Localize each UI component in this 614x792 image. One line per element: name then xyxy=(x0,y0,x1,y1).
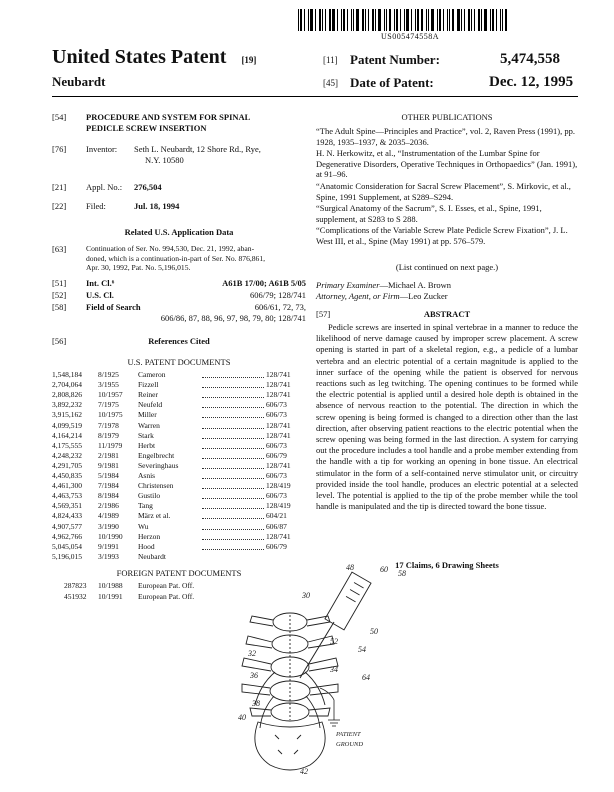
us-doc-inventor: Neubardt xyxy=(138,551,166,561)
figure-label: 48 xyxy=(346,563,354,572)
barcode-bar xyxy=(329,9,331,31)
barcode-bar xyxy=(362,9,364,31)
tool-handle xyxy=(325,572,371,630)
us-doc-inventor: Cameron xyxy=(138,370,166,379)
barcode-bar xyxy=(411,9,412,31)
uscl-value: 606/79; 128/741 xyxy=(250,290,306,300)
patent-number-label: Patent Number: xyxy=(350,52,440,67)
figure-label: 36 xyxy=(250,671,258,680)
filed-label: Filed: xyxy=(86,201,106,211)
figure-label: 40 xyxy=(238,713,246,722)
us-doc-class: 128/741 xyxy=(266,460,291,470)
us-doc-row xyxy=(52,511,302,521)
figure-label: 34 xyxy=(330,665,338,674)
us-doc-class: 606/73 xyxy=(266,491,287,501)
barcode-number: US005474558A xyxy=(380,32,439,41)
barcode-bar xyxy=(310,9,313,31)
barcode-bar xyxy=(365,9,366,31)
leader-dots xyxy=(202,491,264,499)
attorney-name: —Leo Zucker xyxy=(399,291,448,301)
attorney xyxy=(316,291,448,302)
figure-label: 32 xyxy=(248,649,256,658)
leader-dots xyxy=(202,441,264,449)
intcl-value xyxy=(222,278,306,289)
us-doc-inventor: Fizzell xyxy=(138,380,159,390)
barcode-bar xyxy=(502,9,503,31)
leader-dots xyxy=(202,501,264,509)
us-doc-inventor: Severinghaus xyxy=(138,460,179,470)
us-doc-row xyxy=(52,431,302,441)
continuation-ref: [63] xyxy=(52,244,67,254)
appl-ref: [21] xyxy=(52,182,67,192)
us-doc-date: 5/1984 xyxy=(98,471,119,480)
us-doc-number: 3,915,162 xyxy=(52,410,82,420)
other-publications xyxy=(316,126,578,248)
figure-label: GROUND xyxy=(336,741,364,748)
invention-title xyxy=(86,112,250,133)
us-doc-date: 9/1991 xyxy=(98,541,119,551)
us-doc-inventor: Gustilo xyxy=(138,491,161,501)
us-doc-inventor: Warren xyxy=(138,420,160,430)
barcode-bar xyxy=(396,9,398,31)
us-doc-inventor: Christensen xyxy=(138,481,174,491)
leader-dots xyxy=(202,421,264,429)
us-doc-class: 606/73 xyxy=(266,471,287,480)
publication-entry: “The Adult Spine—Principles and Practice”, vol. 2, Raven Press (1991), pp. 1928, 1935–1937, & 2035–2036. xyxy=(316,126,575,147)
abstract-heading: ABSTRACT xyxy=(423,309,471,319)
us-doc-date: 10/1957 xyxy=(98,390,123,400)
publication-entry: “Anatomic Consideration for Sacral Screw Placement”, S. Mirkovic, et al., Spine, 1991 Supplement, at S289–S294. xyxy=(316,180,571,202)
us-doc-class: 128/419 xyxy=(266,481,291,491)
date-ref: [45] xyxy=(323,78,338,88)
continuation-line2: doned, which is a continuation-in-part of Ser. No. 876,861, xyxy=(86,253,266,263)
inventor-label: Inventor: xyxy=(86,144,118,154)
leader-dots xyxy=(202,370,264,378)
barcode-bar xyxy=(417,9,419,31)
us-doc-number: 4,463,753 xyxy=(52,491,82,501)
barcode-bar xyxy=(356,9,359,31)
us-doc-class: 128/741 xyxy=(266,430,291,440)
barcode-bar xyxy=(353,9,354,31)
header-rule xyxy=(52,96,578,97)
leader-dots xyxy=(202,532,264,540)
intcl-label: Int. Cl.⁶ xyxy=(86,278,115,288)
us-doc-number: 4,824,433 xyxy=(52,511,82,521)
barcode-bar xyxy=(431,9,434,31)
us-doc-date: 3/1993 xyxy=(98,551,119,561)
us-doc-row xyxy=(52,471,302,481)
inventor-line2: N.Y. 10580 xyxy=(145,154,184,165)
filed-date: Jul. 18, 1994 xyxy=(134,201,180,211)
leader-dots xyxy=(202,511,264,519)
us-doc-row xyxy=(52,451,302,461)
barcode-bar xyxy=(443,9,444,31)
us-doc-number: 2,808,826 xyxy=(52,390,82,400)
us-doc-class: 606/87 xyxy=(266,521,287,531)
barcode-bar xyxy=(325,9,326,31)
publication-entry: “Surgical Anatomy of the Sacrum”, S. I. Esses, et al., Spine, 1991, supplement, at S283 to S 288. xyxy=(316,203,542,224)
foreign-docs-heading: FOREIGN PATENT DOCUMENTS xyxy=(116,568,242,578)
barcode xyxy=(298,9,522,31)
barcode-bar xyxy=(400,9,401,31)
barcode-bar xyxy=(406,9,409,31)
us-doc-class: 606/79 xyxy=(266,541,287,551)
us-doc-number: 4,248,232 xyxy=(52,450,82,460)
barcode-bar xyxy=(505,9,507,31)
primary-examiner xyxy=(316,280,451,291)
invention-title-line1: PROCEDURE AND SYSTEM FOR SPINAL xyxy=(86,112,251,122)
leader-dots xyxy=(202,431,264,439)
us-docs-heading: U.S. PATENT DOCUMENTS xyxy=(127,357,231,367)
barcode-bar xyxy=(490,9,491,31)
leader-dots xyxy=(202,471,264,479)
barcode-bar xyxy=(394,9,395,31)
us-doc-date: 3/1990 xyxy=(98,521,119,531)
appl-label: Appl. No.: xyxy=(86,182,123,192)
continuation-line3: Apr. 30, 1992, Pat. No. 5,196,015. xyxy=(86,263,191,273)
related-heading: Related U.S. Application Data xyxy=(124,227,234,237)
title-ref: [54] xyxy=(52,112,67,122)
us-doc-number: 1,548,184 xyxy=(52,370,82,379)
us-doc-inventor: Reiner xyxy=(138,390,158,400)
us-doc-class: 604/21 xyxy=(266,511,287,521)
primary-examiner-name: —Michael A. Brown xyxy=(379,280,452,290)
barcode-bar xyxy=(500,9,501,31)
inventor-ref: [76] xyxy=(52,144,67,154)
us-doc-number: 4,450,835 xyxy=(52,471,82,480)
us-doc-inventor: Engelbrecht xyxy=(138,450,175,460)
us-doc-number: 4,291,705 xyxy=(52,460,82,470)
abstract-ref: [57] xyxy=(316,309,331,319)
foreign-doc-office: European Pat. Off. xyxy=(138,591,195,601)
sacrum xyxy=(255,722,325,770)
barcode-bar xyxy=(421,9,423,31)
barcode-bar xyxy=(437,9,438,31)
us-doc-date: 9/1981 xyxy=(98,460,119,470)
us-doc-date: 2/1986 xyxy=(98,501,119,511)
barcode-bar xyxy=(439,9,441,31)
us-doc-inventor: Asnis xyxy=(138,471,156,480)
barcode-bar xyxy=(298,9,299,31)
us-doc-row xyxy=(52,481,302,491)
primary-examiner-label: Primary Examiner xyxy=(316,280,380,290)
us-doc-number: 4,569,351 xyxy=(52,501,82,511)
foreign-doc-date: 10/1991 xyxy=(98,591,123,601)
barcode-bar xyxy=(426,9,427,31)
figure-label: 50 xyxy=(370,627,378,636)
us-doc-row xyxy=(52,542,302,552)
search-line2: 606/86, 87, 88, 96, 97, 98, 79, 80; 128/741 xyxy=(160,313,306,323)
us-doc-inventor: Herzon xyxy=(138,531,161,541)
us-doc-date: 8/1979 xyxy=(98,430,119,440)
us-doc-row xyxy=(52,400,302,410)
figure-label: 30 xyxy=(302,591,310,600)
barcode-bar xyxy=(347,9,348,31)
barcode-bar xyxy=(404,9,405,31)
us-doc-number: 4,907,577 xyxy=(52,521,82,531)
barcode-bar xyxy=(496,9,497,31)
patent-number: 5,474,558 xyxy=(500,51,560,67)
us-doc-row xyxy=(52,501,302,511)
barcode-bar xyxy=(337,9,338,31)
patent-title xyxy=(52,46,256,69)
us-doc-date: 8/1984 xyxy=(98,491,119,501)
barcode-bar xyxy=(341,9,342,31)
us-doc-row xyxy=(52,421,302,431)
filed-ref: [22] xyxy=(52,201,67,211)
leader-dots xyxy=(202,542,264,550)
intcl-value-text: A61B 17/00; A61B 5/05 xyxy=(222,278,306,288)
us-doc-inventor: Tang xyxy=(138,501,153,511)
barcode-bar xyxy=(384,9,385,31)
appl-number: 276,504 xyxy=(134,182,162,192)
barcode-bar xyxy=(452,9,454,31)
date-label: Date of Patent: xyxy=(350,75,434,90)
barcode-bar xyxy=(386,9,387,31)
us-doc-inventor: Wu xyxy=(138,521,149,531)
barcode-bar xyxy=(300,9,302,31)
barcode-bar xyxy=(457,9,460,31)
barcode-bar xyxy=(351,9,352,31)
us-doc-number: 5,045,054 xyxy=(52,541,82,551)
us-doc-inventor: Miller xyxy=(138,410,157,420)
us-doc-class: 128/419 xyxy=(266,501,291,511)
us-doc-date: 2/1981 xyxy=(98,450,119,460)
us-doc-inventor: Neufeld xyxy=(138,400,163,410)
figure-label: 60 xyxy=(380,565,388,574)
search-label: Field of Search xyxy=(86,302,141,312)
leader-dots xyxy=(202,481,264,489)
barcode-bar xyxy=(478,9,480,31)
barcode-bar xyxy=(308,9,309,31)
us-doc-date: 7/1978 xyxy=(98,420,119,430)
barcode-bar xyxy=(375,9,376,31)
attorney-label: Attorney, Agent, or Firm xyxy=(316,291,400,301)
leader-dots xyxy=(202,390,264,398)
claims-summary: 17 Claims, 6 Drawing Sheets xyxy=(395,560,499,570)
barcode-bar xyxy=(322,9,323,31)
us-doc-class: 606/73 xyxy=(266,440,287,450)
us-doc-row xyxy=(52,380,302,390)
us-doc-row xyxy=(52,491,302,501)
barcode-bar xyxy=(368,9,369,31)
continuation-info xyxy=(86,244,306,273)
us-doc-number: 3,892,232 xyxy=(52,400,82,410)
us-doc-date: 10/1975 xyxy=(98,410,123,420)
foreign-doc-number: 287823 xyxy=(64,581,87,590)
us-doc-class: 128/741 xyxy=(266,390,291,400)
us-doc-number: 5,196,015 xyxy=(52,551,82,561)
us-doc-date: 7/1984 xyxy=(98,481,119,491)
us-doc-inventor: Stark xyxy=(138,430,154,440)
uscl-label: U.S. Cl. xyxy=(86,290,114,300)
us-doc-row xyxy=(52,410,302,420)
continuation-line1: Continuation of Ser. No. 994,530, Dec. 21, 1992, aban- xyxy=(86,244,255,253)
us-doc-class: 128/741 xyxy=(266,531,291,541)
barcode-bar xyxy=(389,9,391,31)
publication-entry: H. N. Herkowitz, et al., “Instrumentation of the Lumbar Spine for Degenerative Disorders, Operative Techniques in Orthopaedics” (Jan. 1991), at 91–96. xyxy=(316,148,578,180)
barcode-bar xyxy=(447,9,448,31)
leader-dots xyxy=(202,451,264,459)
us-doc-inventor: März et al. xyxy=(138,511,171,521)
barcode-bar xyxy=(474,9,475,31)
us-doc-number: 4,099,519 xyxy=(52,420,82,430)
us-doc-date: 11/1979 xyxy=(98,440,123,450)
foreign-doc-number: 451932 xyxy=(64,591,87,601)
us-doc-class: 606/79 xyxy=(266,450,287,460)
refs-ref: [56] xyxy=(52,336,67,346)
patent-title-text: United States Patent xyxy=(52,46,227,68)
us-doc-inventor: Herbt xyxy=(138,440,156,450)
foreign-doc-date: 10/1988 xyxy=(98,581,123,590)
publication-entry: “Complications of the Variable Screw Plate Pedicle Screw Fixation”, J. L. West III, et al., Spine (May 1991) at pp. 576–579. xyxy=(316,225,568,246)
figure-label: 52 xyxy=(330,637,338,646)
us-doc-date: 10/1990 xyxy=(98,531,123,541)
us-doc-date: 4/1989 xyxy=(98,511,119,521)
figure-label: PATIENT xyxy=(336,731,361,738)
barcode-bar xyxy=(378,9,381,31)
us-doc-number: 4,175,555 xyxy=(52,440,82,450)
invention-title-line2: PEDICLE SCREW INSERTION xyxy=(86,122,207,133)
us-doc-row xyxy=(52,461,302,471)
barcode-bar xyxy=(428,9,429,31)
barcode-bar xyxy=(464,9,465,31)
abstract-text: Pedicle screws are inserted in spinal vertebrae in a manner to reduce the likelihood of nerve damage caused by improper screw placement. A screw opening is started in part of a skeletal region, e.g., a pedicle of a lumbar vertebra and an electric potential of a certain magnitude is applied to the inner surface of the opening while the patient is observed for nervous reactions such as leg twitching. The opening continues to be formed while the electric potential is applied until a desired hole depth is obtained in the absence of nervous reaction to the potential. The direction in which the screw opening is being formed is changed to a direction other than the last direction, after observing patient reactions to the electric potential when the screw opening was being formed in the last direction. A system for carrying out the procedure includes a tool handle and a probe member extending from the handle with a tip for working an opening in bone tissue. An electrical stimulator in the form of a self-contained nerve stimulator unit, or circuitry provided inside the tool handle, produces an electric potential at a selected level. The potential is applied to the tip of the probe member while the tool handle is manipulated and the tip is directed toward the bone tissue. xyxy=(316,322,578,512)
figure-label: 38 xyxy=(252,699,260,708)
barcode-bar xyxy=(319,9,321,31)
inventor-info xyxy=(134,144,261,165)
barcode-bar xyxy=(415,9,416,31)
barcode-bar xyxy=(481,9,482,31)
barcode-bar xyxy=(372,9,374,31)
us-doc-date: 7/1975 xyxy=(98,400,119,410)
us-patent-documents-table xyxy=(52,370,306,565)
patent-date: Dec. 12, 1995 xyxy=(489,74,574,90)
us-doc-number: 4,962,766 xyxy=(52,531,82,541)
figure-label: 54 xyxy=(358,645,366,654)
leader-dots xyxy=(202,410,264,418)
leader-dots xyxy=(202,400,264,408)
us-doc-class: 606/73 xyxy=(266,400,287,410)
barcode-bar xyxy=(468,9,470,31)
figure-label: 42 xyxy=(300,767,308,776)
us-doc-number: 4,164,214 xyxy=(52,430,82,440)
barcode-bar xyxy=(471,9,472,31)
barcode-bar xyxy=(449,9,450,31)
intcl-ref: [51] xyxy=(52,278,67,288)
foreign-doc-office: European Pat. Off. xyxy=(138,581,195,590)
search-line1: 606/61, 72, 73, xyxy=(254,302,306,312)
barcode-bar xyxy=(484,9,487,31)
us-doc-class: 128/741 xyxy=(266,420,291,430)
barcode-bar xyxy=(343,9,345,31)
us-doc-number: 2,704,064 xyxy=(52,380,82,390)
us-doc-inventor: Hood xyxy=(138,541,155,551)
us-doc-date: 8/1925 xyxy=(98,370,119,379)
search-ref: [58] xyxy=(52,302,67,312)
us-doc-row xyxy=(52,532,302,542)
barcode-bar xyxy=(492,9,494,31)
refs-heading: References Cited xyxy=(148,336,210,346)
patent-title-ref: [19] xyxy=(241,55,257,65)
us-doc-row xyxy=(52,370,302,380)
us-doc-number: 4,461,300 xyxy=(52,481,82,491)
uscl-ref: [52] xyxy=(52,290,67,300)
us-doc-row xyxy=(52,441,302,451)
us-doc-class: 128/741 xyxy=(266,370,291,379)
spine-illustration xyxy=(230,560,590,780)
us-doc-date: 3/1955 xyxy=(98,380,119,390)
continued-note: (List continued on next page.) xyxy=(395,262,499,272)
figure-label: 64 xyxy=(362,673,370,682)
other-pubs-heading: OTHER PUBLICATIONS xyxy=(401,112,493,122)
us-doc-row xyxy=(52,522,302,532)
barcode-bar xyxy=(315,9,316,31)
barcode-bar xyxy=(461,9,462,31)
us-doc-class: 606/73 xyxy=(266,410,287,420)
us-doc-row xyxy=(52,390,302,400)
barcode-bar xyxy=(304,9,305,31)
patent-number-ref: [11] xyxy=(323,55,338,65)
figure-label: 58 xyxy=(398,569,406,578)
us-doc-class: 128/741 xyxy=(266,380,291,390)
leader-dots xyxy=(202,522,264,530)
leader-dots xyxy=(202,380,264,388)
barcode-bar xyxy=(332,9,335,31)
inventor-surname: Neubardt xyxy=(52,74,106,89)
inventor-line1: Seth L. Neubardt, 12 Shore Rd., Rye, xyxy=(134,144,261,154)
leader-dots xyxy=(202,461,264,469)
